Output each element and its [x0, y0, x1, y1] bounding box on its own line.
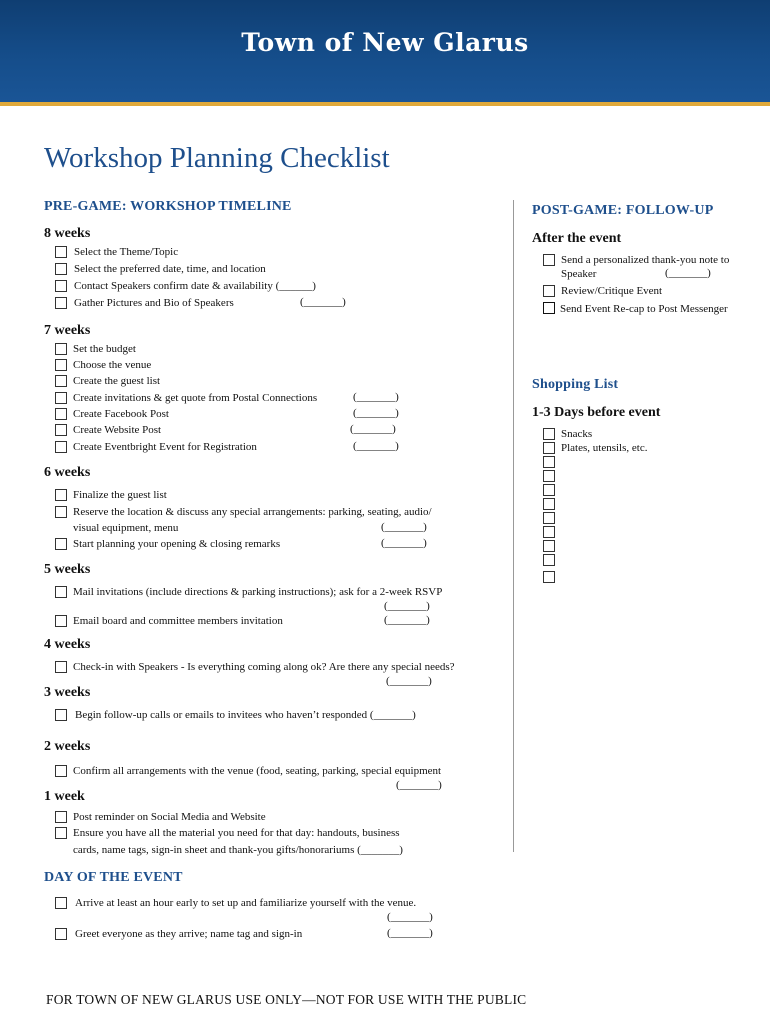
checkbox[interactable]: [55, 359, 67, 371]
shopping-item: Snacks: [561, 428, 593, 440]
week-5-label: 5 weeks: [44, 562, 91, 577]
checkbox[interactable]: [543, 442, 555, 454]
task-item: Gather Pictures and Bio of Speakers: [74, 297, 234, 309]
date-blank[interactable]: (_______): [381, 537, 427, 549]
week-7-label: 7 weeks: [44, 323, 91, 338]
date-blank[interactable]: (_______): [384, 600, 430, 612]
week-4-label: 4 weeks: [44, 637, 91, 652]
checkbox[interactable]: [55, 297, 67, 309]
checkbox[interactable]: [55, 827, 67, 839]
pregame-title: PRE-GAME: WORKSHOP TIMELINE: [44, 199, 292, 214]
header-banner: [0, 0, 770, 106]
checkbox[interactable]: [55, 408, 67, 420]
task-item: Create Facebook Post: [73, 408, 169, 420]
column-divider: [513, 200, 514, 852]
shopping-title: Shopping List: [532, 377, 619, 392]
checkbox[interactable]: [55, 811, 67, 823]
checkbox[interactable]: [55, 489, 67, 501]
checkbox[interactable]: [543, 526, 555, 538]
task-item: Create Eventbright Event for Registration: [73, 441, 257, 453]
task-item: Greet everyone as they arrive; name tag and sign-in: [75, 928, 303, 940]
checkbox[interactable]: [55, 897, 67, 909]
task-item: Confirm all arrangements with the venue (food, seating, parking, special equipment: [73, 765, 442, 777]
date-blank[interactable]: (_______): [353, 391, 399, 403]
checkbox[interactable]: [55, 263, 67, 275]
task-item: Begin follow-up calls or emails to invitees who haven’t responded (_______): [75, 709, 416, 721]
date-blank[interactable]: (_______): [396, 779, 442, 791]
checkbox[interactable]: [543, 512, 555, 524]
dayof-title: DAY OF THE EVENT: [44, 870, 183, 885]
postgame-title: POST-GAME: FOLLOW-UP: [532, 203, 714, 218]
task-item: Email board and committee members invitation: [73, 615, 283, 627]
checkbox[interactable]: [55, 765, 67, 777]
page-title: Workshop Planning Checklist: [44, 142, 390, 174]
checkbox[interactable]: [543, 540, 555, 552]
checkbox[interactable]: [543, 302, 555, 314]
week-2-label: 2 weeks: [44, 739, 91, 754]
after-event-label: After the event: [532, 231, 622, 246]
task-item: Select the preferred date, time, and location: [74, 263, 266, 275]
task-item: Select the Theme/Topic: [74, 246, 179, 258]
checkbox[interactable]: [543, 554, 555, 566]
week-1-label: 1 week: [44, 789, 85, 804]
checkbox[interactable]: [55, 343, 67, 355]
week-6-label: 6 weeks: [44, 465, 91, 480]
checkbox[interactable]: [55, 506, 67, 518]
checkbox[interactable]: [55, 424, 67, 436]
checkbox[interactable]: [55, 709, 67, 721]
task-item: Choose the venue: [73, 359, 152, 371]
checkbox[interactable]: [55, 392, 67, 404]
task-item: Post reminder on Social Media and Website: [73, 811, 266, 823]
task-item: Create Website Post: [73, 424, 162, 436]
checkbox[interactable]: [543, 484, 555, 496]
task-item: Send a personalized thank-you note to: [561, 254, 730, 266]
task-item: Create invitations & get quote from Postal Connections: [73, 392, 318, 404]
date-blank[interactable]: (_______): [300, 296, 346, 308]
checkbox[interactable]: [55, 661, 67, 673]
checkbox[interactable]: [543, 571, 555, 583]
checkbox[interactable]: [55, 280, 67, 292]
shopping-days-label: 1-3 Days before event: [532, 405, 661, 420]
task-item: Ensure you have all the material you need for that day: handouts, business: [73, 827, 400, 839]
task-item: Finalize the guest list: [73, 489, 167, 501]
date-blank[interactable]: (_______): [381, 521, 427, 533]
task-item: Send Event Re-cap to Post Messenger: [560, 303, 728, 315]
checkbox[interactable]: [543, 285, 555, 297]
date-blank[interactable]: (_______): [353, 407, 399, 419]
task-item: Review/Critique Event: [561, 285, 663, 297]
task-item: Arrive at least an hour early to set up and familiarize yourself with the venue.: [75, 897, 417, 909]
checkbox[interactable]: [55, 615, 67, 627]
date-blank[interactable]: (_______): [384, 614, 430, 626]
task-item: Mail invitations (include directions & parking instructions); ask for a 2-week RSVP: [73, 586, 443, 598]
task-item: Set the budget: [73, 343, 136, 355]
date-blank[interactable]: (_______): [353, 440, 399, 452]
checkbox[interactable]: [55, 441, 67, 453]
shopping-item: Plates, utensils, etc.: [561, 442, 648, 454]
checkbox[interactable]: [543, 498, 555, 510]
footer-notice: FOR TOWN OF NEW GLARUS USE ONLY—NOT FOR USE WITH THE PUBLIC: [46, 992, 527, 1007]
date-blank[interactable]: (_______): [387, 927, 433, 939]
week-8-label: 8 weeks: [44, 226, 91, 241]
header-title: Town of New Glarus: [241, 28, 529, 57]
date-blank[interactable]: (_______): [350, 423, 396, 435]
checkbox[interactable]: [55, 928, 67, 940]
date-blank[interactable]: (_______): [665, 267, 711, 279]
task-item: Reserve the location & discuss any special arrangements: parking, seating, audio/: [73, 506, 432, 518]
date-blank[interactable]: (_______): [386, 675, 432, 687]
task-item-continued: visual equipment, menu: [73, 522, 179, 534]
task-item: Contact Speakers confirm date & availability (______): [74, 280, 316, 292]
checkbox[interactable]: [543, 470, 555, 482]
date-blank[interactable]: (_______): [387, 911, 433, 923]
checkbox[interactable]: [543, 456, 555, 468]
week-3-label: 3 weeks: [44, 685, 91, 700]
checkbox[interactable]: [55, 246, 67, 258]
checkbox[interactable]: [55, 375, 67, 387]
checkbox[interactable]: [543, 428, 555, 440]
task-item: Check-in with Speakers - Is everything coming along ok? Are there any special needs?: [73, 661, 455, 673]
task-item-continued: cards, name tags, sign-in sheet and thank-you gifts/honorariums (_______): [73, 844, 403, 856]
task-item-continued: Speaker: [561, 268, 597, 280]
checkbox[interactable]: [543, 254, 555, 266]
checkbox[interactable]: [55, 586, 67, 598]
task-item: Create the guest list: [73, 375, 161, 387]
checkbox[interactable]: [55, 538, 67, 550]
task-item: Start planning your opening & closing remarks: [73, 538, 281, 550]
